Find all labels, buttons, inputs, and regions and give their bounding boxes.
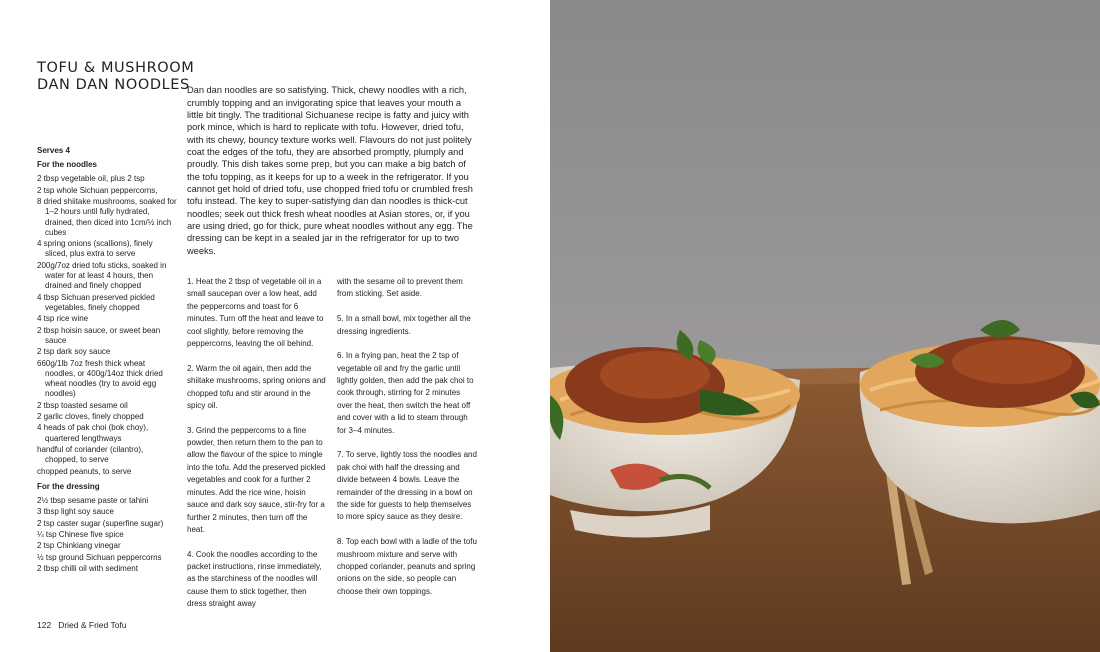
dish-photo — [550, 0, 1100, 652]
noodles-heading: For the noodles — [37, 160, 97, 170]
recipe-intro: Dan dan noodles are so satisfying. Thick, chewy noodles with a rich, crumbly topping and an invigorating spice that leaves your mouth a little bit tingly. The traditional Sichuanese recipe is fatty and juicy with pork mince, which is hard to replicate with tofu. However, dried tofu, with its chewy, bouncy texture works well. Flavours do not just politely coat the edges of the tofu, they are absorbed promptly, plumply and proudly. This dish takes some prep, but you can make a big batch of the tofu topping, as it keeps for up to a week in the refrigerator. If you cannot get hold of dried tofu, use chopped fried tofu or crumbled fresh tofu instead. The key to super-satisfying dan dan noodles is thick-cut noodles; seek out thick fresh wheat noodles at Asian stores, or, if you are using dried, go for thick, pure wheat noodles without any egg. The dressing can be kept in a sealed jar in the refrigerator for up to two weeks. — [187, 85, 473, 256]
ingredient-item: 4 tbsp Sichuan preserved pickled vegetables, finely chopped — [37, 292, 155, 312]
method-column-2 — [337, 276, 477, 610]
ingredient-item: 4 spring onions (scallions), finely sliced, plus extra to serve — [37, 239, 153, 259]
ingredient-item: 660g/1lb 7oz fresh thick wheat noodles, or 400g/14oz thick dried wheat noodles (try to avoid egg noodles) — [37, 358, 163, 399]
method-step: 8. Top each bowl with a ladle of the tofu mushroom mixture and serve with chopped coriander, peanuts and spring onions on the side, so people can choose their own toppings. — [337, 537, 477, 596]
ingredient-item: 2 tbsp hoisin sauce, or sweet bean sauce — [37, 325, 161, 345]
recipe-title — [37, 60, 195, 94]
method-column-1 — [187, 276, 327, 623]
serves-label: Serves 4 — [37, 146, 70, 155]
ingredient-item: 2½ tbsp sesame paste or tahini — [37, 495, 149, 505]
method-step: 4. Cook the noodles according to the packet instructions, rinse immediately, as the starchiness of the noodles will cause them to stick together, then dress straight away — [187, 549, 322, 609]
dressing-heading: For the dressing — [37, 481, 100, 491]
method-step: 5. In a small bowl, mix together all the dressing ingredients. — [337, 314, 471, 336]
ingredient-item: 4 heads of pak choi (bok choy), quartered lengthways — [37, 423, 149, 443]
page-footer — [37, 620, 134, 630]
dressing-ingredient-list — [37, 496, 177, 575]
ingredient-item: 2 garlic cloves, finely chopped — [37, 411, 144, 421]
ingredient-item: 8 dried shiitake mushrooms, soaked for 1–2 hours until fully hydrated, drained, then diced into 1cm/½ inch cubes — [37, 197, 177, 237]
ingredient-item: 2 tsp Chinkiang vinegar — [37, 541, 121, 551]
method-step: 1. Heat the 2 tbsp of vegetable oil in a small saucepan over a low heat, add the peppercorns and toast for 6 minutes. Turn off the heat and leave to cool slightly, before removing the peppercorns, leaving the oil behind. — [187, 277, 324, 349]
ingredient-item: 3 tbsp light soy sauce — [37, 507, 114, 517]
ingredient-item: 2 tsp dark soy sauce — [37, 347, 111, 357]
section-name: Dried & Fried Tofu — [58, 620, 127, 630]
method-step: with the sesame oil to prevent them from sticking. Set aside. — [337, 277, 463, 299]
backdrop — [550, 0, 1100, 380]
ingredient-item: 2 tsp whole Sichuan peppercorns, — [37, 185, 158, 195]
page-number: 122 — [37, 620, 52, 630]
ingredient-item: ¼ tsp Chinese five spice — [37, 530, 124, 540]
dish-photo-illustration — [550, 0, 1100, 652]
ingredient-item: handful of coriander (cilantro), chopped, to serve — [37, 444, 144, 465]
method-step: 7. To serve, lightly toss the noodles and pak choi with half the dressing and divide between 4 bowls. Leave the remainder of the dressing in a bowl on the side for guests to help themselves to more spicy sauce as they desire. — [337, 450, 477, 522]
ingredient-item: 2 tsp caster sugar (superfine sugar) — [37, 518, 164, 528]
recipe-title-line-2: DAN DAN NOODLES — [37, 77, 190, 93]
ingredient-item: chopped peanuts, to serve — [37, 466, 132, 476]
noodles-ingredient-list — [37, 174, 177, 476]
ingredient-item: 2 tbsp chilli oil with sediment — [37, 564, 138, 574]
ingredient-item: 4 tsp rice wine — [37, 314, 89, 324]
method-step: 2. Warm the oil again, then add the shiitake mushrooms, spring onions and chopped tofu and stir around in the spicy oil. — [187, 363, 326, 410]
ingredient-item: 2 tbsp vegetable oil, plus 2 tsp — [37, 174, 145, 184]
method-step: 6. In a frying pan, heat the 2 tsp of vegetable oil and fry the garlic until lightly golden, then add the pak choi to cook through, stirring for 2 minutes over the heat, then switch the heat off and cover with a lid to steam through for 3–4 minutes. — [337, 351, 474, 435]
ingredients-column — [37, 146, 177, 576]
recipe-title-line-1: TOFU & MUSHROOM — [37, 60, 195, 76]
ingredient-item: 2 tbsp toasted sesame oil — [37, 400, 128, 410]
ingredient-item: 200g/7oz dried tofu sticks, soaked in water for at least 4 hours, then drained and finely chopped — [37, 260, 167, 291]
ingredient-item: ½ tsp ground Sichuan peppercorns — [37, 552, 162, 562]
method-step: 3. Grind the peppercorns to a fine powder, then return them to the pan to allow the flavour of the spice to mingle into the tofu. Add the preserved pickled vegetables and cook for a further 2 minutes. Add the rice wine, hoisin sauce and dark soy sauce, stir-fry for a further 2 minutes, then turn off the heat. — [187, 425, 326, 534]
